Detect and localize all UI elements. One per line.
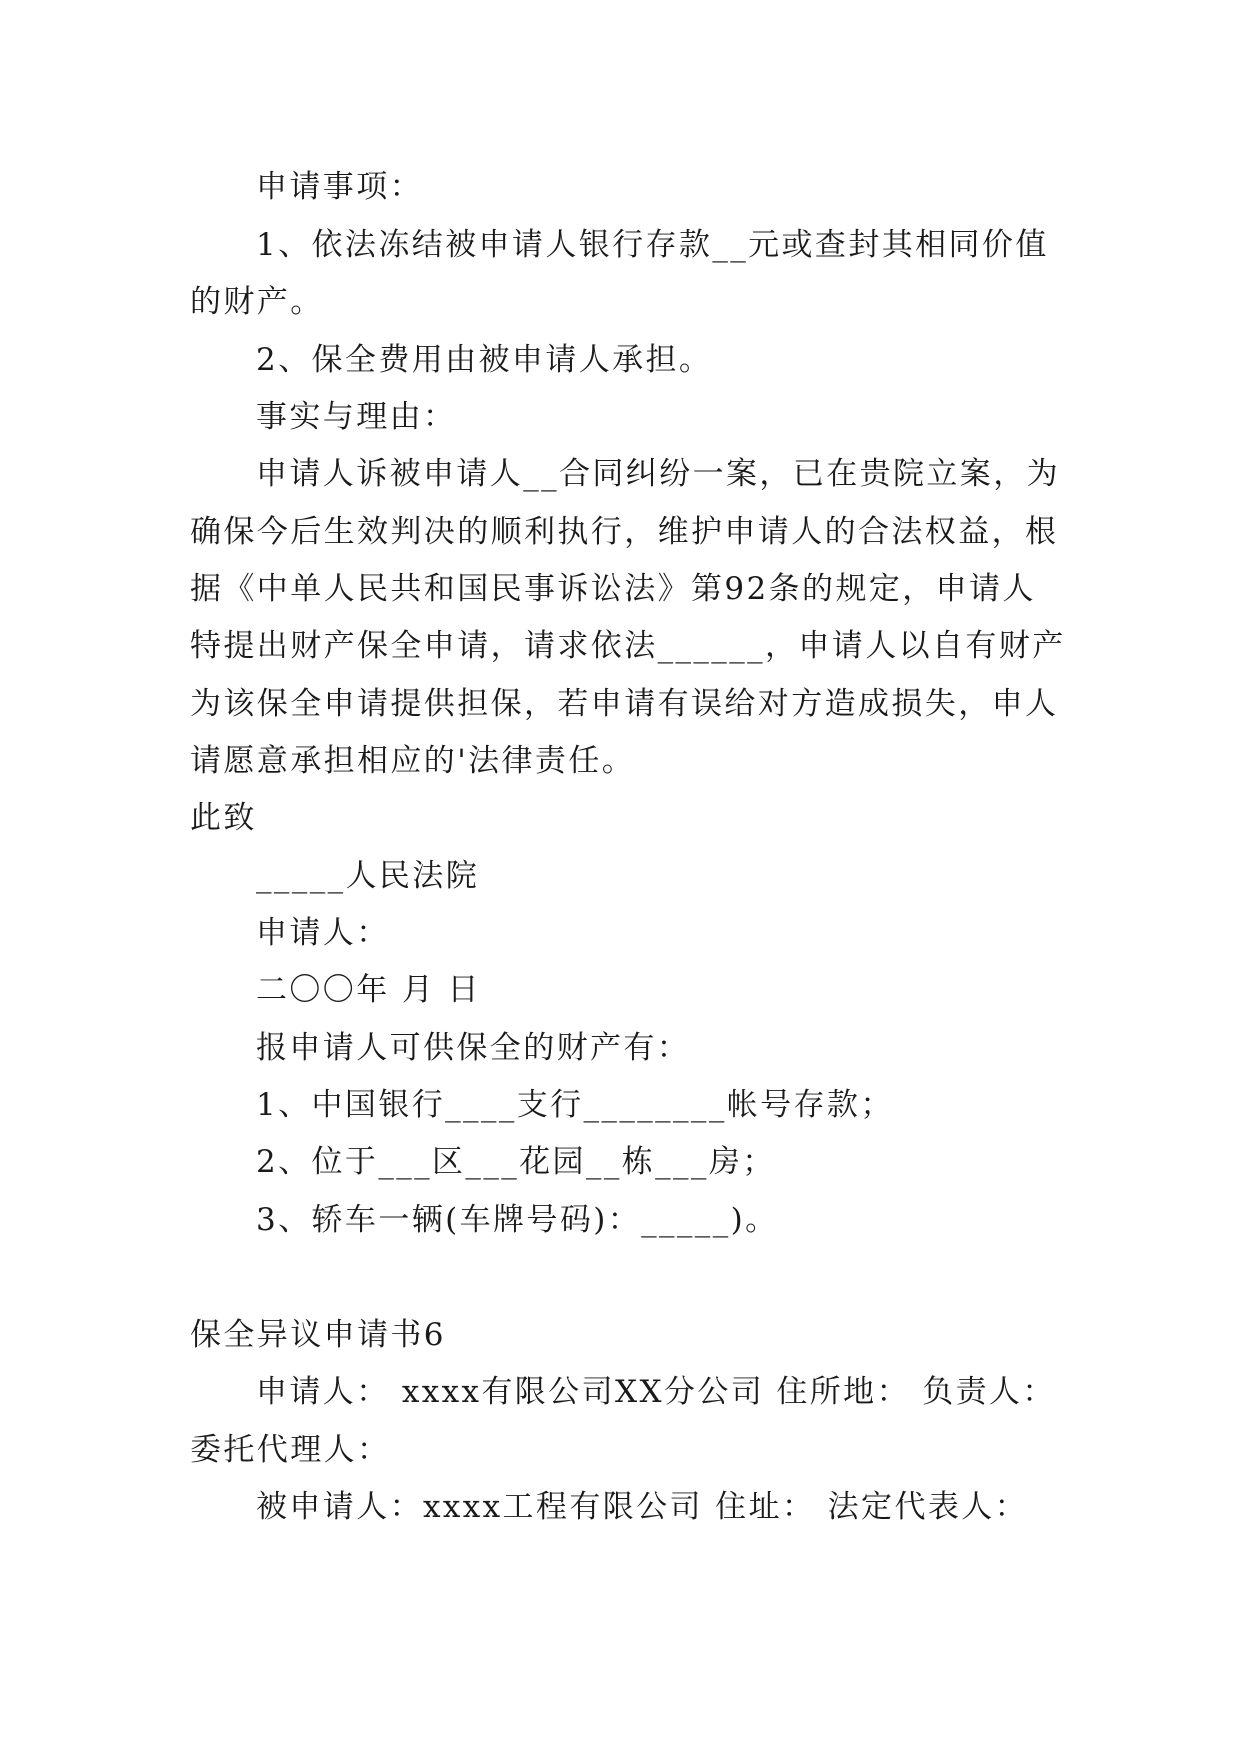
paragraph-line: 确保今后生效判决的顺利执行，维护申请人的合法权益，根 bbox=[190, 514, 1059, 550]
court-addressee: _____人民法院 bbox=[256, 858, 480, 894]
paragraph-line: 请愿意承担相应的'法律责任。 bbox=[190, 743, 636, 779]
section-heading-application-items: 申请事项： bbox=[256, 169, 423, 205]
paragraph-line: 据《中单人民共和国民事诉讼法》第92条的规定，申请人 bbox=[190, 571, 1036, 607]
document-title: 保全异议申请书6 bbox=[190, 1317, 446, 1353]
section-heading-facts-and-reasons: 事实与理由： bbox=[256, 399, 457, 435]
paragraph-line: 的财产。 bbox=[190, 284, 324, 320]
paragraph-line: 1、依法冻结被申请人银行存款__元或查封其相同价值 bbox=[256, 227, 1049, 263]
applicant-info-line: 申请人： xxxx有限公司XX分公司 住所地： 负责人： bbox=[256, 1374, 1056, 1410]
respondent-info-line: 被申请人：xxxx工程有限公司 住址： 法定代表人： bbox=[256, 1489, 1029, 1525]
property-list-heading: 报申请人可供保全的财产有： bbox=[256, 1030, 691, 1066]
date-line: 二〇〇年 月 日 bbox=[256, 972, 481, 1008]
property-list-item: 2、位于___区___花园__栋___房； bbox=[256, 1144, 776, 1180]
closing-salutation: 此致 bbox=[190, 800, 257, 836]
paragraph-line: 为该保全申请提供担保，若申请有误给对方造成损失，申人 bbox=[190, 686, 1059, 722]
agent-info-line: 委托代理人： bbox=[190, 1432, 391, 1468]
applicant-signature: 申请人： bbox=[256, 915, 390, 951]
property-list-item: 3、轿车一辆(车牌号码)：_____)。 bbox=[256, 1202, 779, 1238]
paragraph-line: 2、保全费用由被申请人承担。 bbox=[256, 342, 713, 378]
paragraph-line: 申请人诉被申请人__合同纠纷一案，已在贵院立案，为 bbox=[256, 456, 1060, 492]
paragraph-line: 特提出财产保全申请，请求依法______，申请人以自有财产 bbox=[190, 628, 1066, 664]
property-list-item: 1、中国银行____支行________帐号存款； bbox=[256, 1087, 894, 1123]
